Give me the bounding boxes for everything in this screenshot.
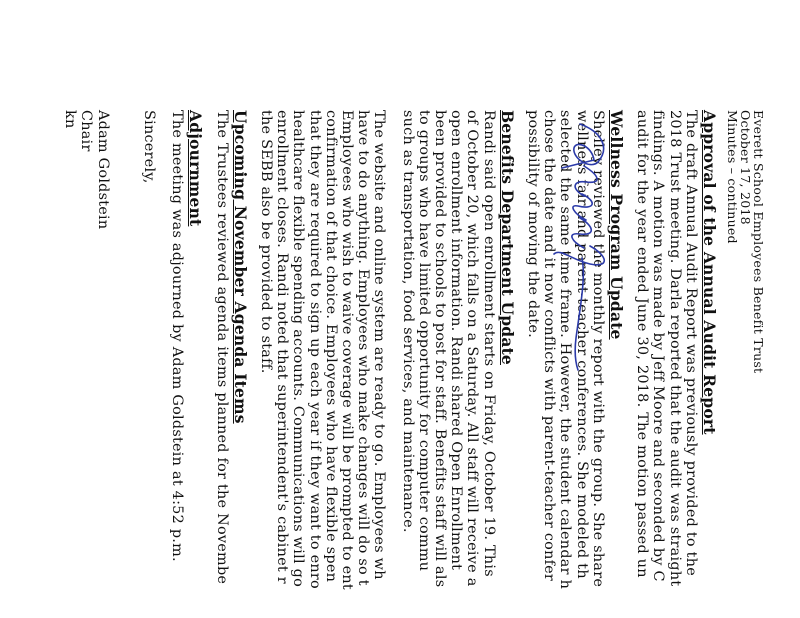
wellness-line: selected the same time frame. However, the student calendar h xyxy=(557,110,574,590)
typist-initials: kn xyxy=(62,110,79,129)
benefits-line: the SEBB also be provided to staff. xyxy=(257,110,274,374)
wellness-line: wellness fair and parent-teacher conferences. She modeled th xyxy=(573,110,590,579)
audit-line: 2018 Trust meeting. Darla reported that the audit was straight xyxy=(666,110,683,587)
document-body xyxy=(62,110,765,618)
document-header xyxy=(726,110,765,618)
wellness-line: Shelley reviewed the monthly report with the group. She share xyxy=(589,110,606,588)
adjournment-line: The meeting was adjourned by Adam Goldstein at 4:52 p.m. xyxy=(169,110,186,562)
benefits-line: confirmation of that choice. Employees who have flexible spen xyxy=(322,110,339,583)
handwritten-signature xyxy=(540,118,620,378)
wellness-heading: Wellness Program Update xyxy=(606,110,626,340)
benefits-heading: Benefits Department Update xyxy=(497,110,517,365)
signature-stroke xyxy=(554,124,604,370)
benefits-line: healthcare flexible spending accounts. Communications will go xyxy=(290,110,307,588)
benefits-line: such as transportation, food services, and maintenance. xyxy=(399,110,416,533)
benefits-line: have to do anything. Employees who make changes will do so t xyxy=(355,110,372,586)
audit-line: findings. A motion was made by Jeff Moore and seconded by C xyxy=(650,110,667,582)
benefits-line: that they are required to sign up each year if they want to enro xyxy=(306,110,323,589)
header-subtitle: Minutes – continued xyxy=(725,110,740,244)
wellness-line: possibility of moving the date. xyxy=(524,110,541,338)
agenda-line: The Trustees reviewed agenda items planned for the Novembe xyxy=(213,110,230,585)
audit-paragraph xyxy=(634,110,699,618)
benefits-line: open enrollment information. Randi shared Open Enrollment xyxy=(448,110,465,571)
signer-title: Chair xyxy=(78,110,95,152)
benefits-line: Employees who wish to waive coverage will be prompted to ent xyxy=(338,110,355,590)
benefits-line: enrollment closes. Randi noted that superintendent's cabinet r xyxy=(274,110,291,584)
adjournment-heading: Adjournment xyxy=(186,110,206,227)
benefits-line: The website and online system are ready to go. Employees wh xyxy=(371,110,388,580)
benefits-line: of October 20, which falls on a Saturday. All staff will receive a xyxy=(464,110,481,587)
benefits-line: to groups who have limited opportunity for computer commu xyxy=(415,110,432,572)
header-org: Everett School Employees Benefit Trust xyxy=(751,110,766,374)
signer-name: Adam Goldstein xyxy=(94,110,111,230)
wellness-line: chose the date and it now conflicts with parent-teacher confer xyxy=(541,110,558,582)
benefits-line: Randi said open enrollment starts on Friday, October 19. This xyxy=(480,110,497,577)
audit-heading: Approval of the Annual Audit Report xyxy=(700,110,719,435)
audit-line: The draft Annual Audit Report was previously provided to the xyxy=(682,110,699,576)
benefits-line: been provided to schools to post for staff. Benefits staff will als xyxy=(431,110,448,588)
header-date: October 17, 2018 xyxy=(738,110,753,225)
agenda-paragraph xyxy=(213,110,229,618)
adjournment-paragraph xyxy=(169,110,185,618)
benefits-paragraph-1 xyxy=(399,110,496,618)
signature-block xyxy=(62,110,111,618)
agenda-heading: Upcoming November Agenda Items xyxy=(230,110,250,424)
benefits-paragraph-2 xyxy=(258,110,388,618)
audit-line: audit for the year ended June 30, 2018. The motion passed un xyxy=(634,110,651,578)
closing-salutation: Sincerely, xyxy=(140,110,157,184)
